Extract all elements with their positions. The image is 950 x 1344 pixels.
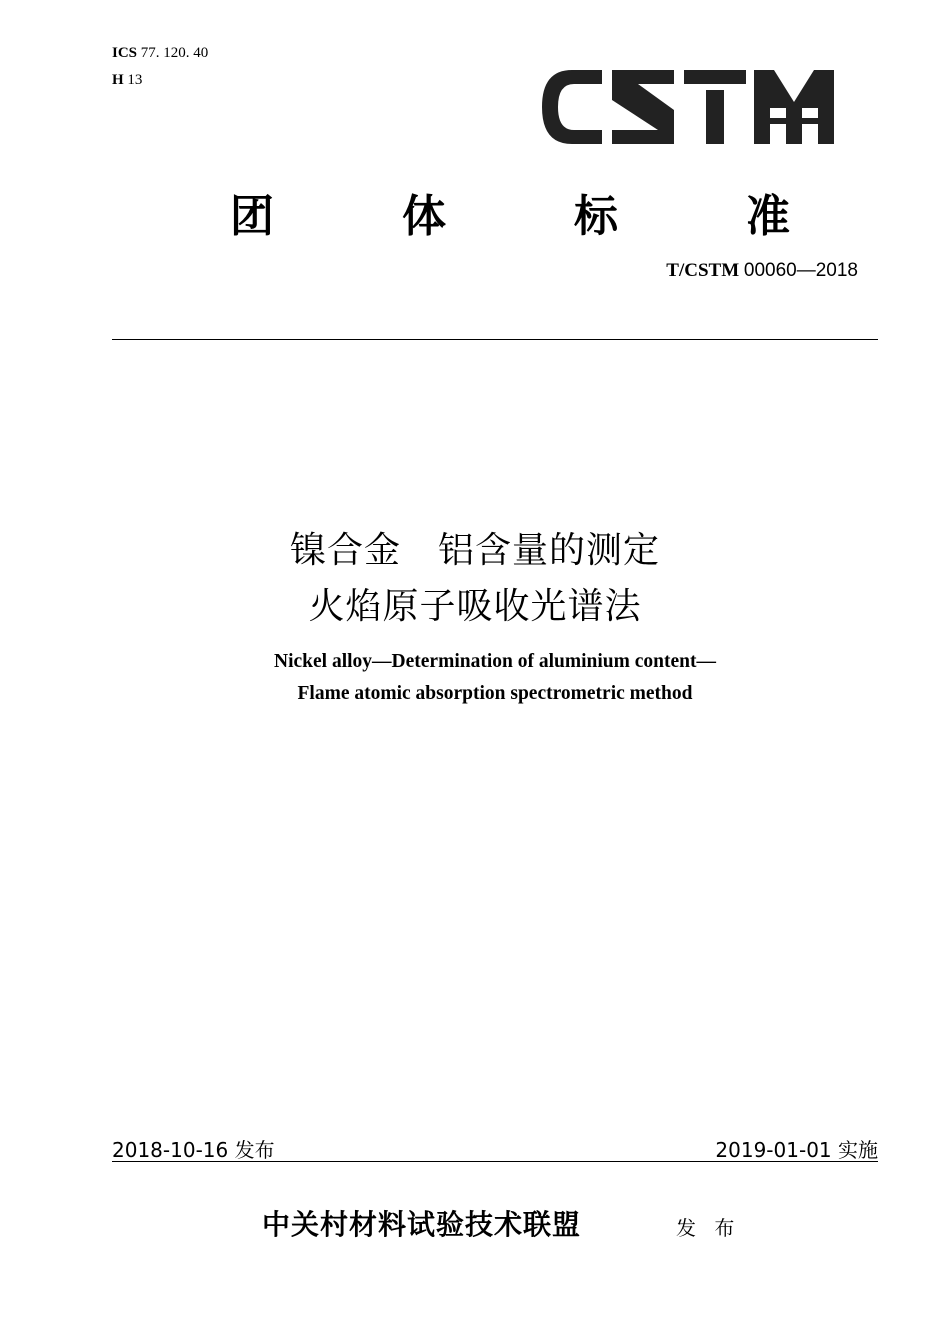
implementation-date: 2019-01-01 实施	[715, 1138, 878, 1162]
title-cn-line1: 镍合金 铝含量的测定	[289, 530, 660, 571]
title-cn-line2: 火焰原子吸收光谱法	[308, 586, 642, 627]
standard-type	[230, 180, 790, 244]
ccs-value: 13	[127, 72, 143, 88]
issue-date: 2018-10-16 发布	[112, 1138, 275, 1162]
standard-type-char: 团	[230, 191, 274, 242]
ccs-label: H	[112, 72, 124, 88]
standard-type-char: 体	[402, 191, 446, 242]
standard-number-prefix: T/CSTM	[666, 260, 740, 281]
ccs-code	[112, 72, 142, 89]
ics-label: ICS	[112, 45, 138, 61]
standard-type-char: 标	[574, 191, 618, 242]
standard-number-code: 00060—2018	[743, 260, 858, 281]
ics-value: 77. 120. 40	[140, 45, 209, 61]
title-en-line2: Flame atomic absorption spectrometric method	[297, 683, 693, 704]
top-divider	[112, 339, 878, 340]
publisher-name: 中关村材料试验技术联盟	[262, 1208, 582, 1241]
publisher-suffix: 发 布	[676, 1216, 741, 1240]
title-en-line1: Nickel alloy—Determination of aluminium content—	[274, 651, 716, 672]
standard-number	[666, 260, 858, 282]
ics-code	[112, 45, 208, 62]
cstm-logo	[538, 64, 838, 150]
bottom-divider	[112, 1161, 878, 1162]
standard-type-char: 准	[746, 191, 790, 242]
